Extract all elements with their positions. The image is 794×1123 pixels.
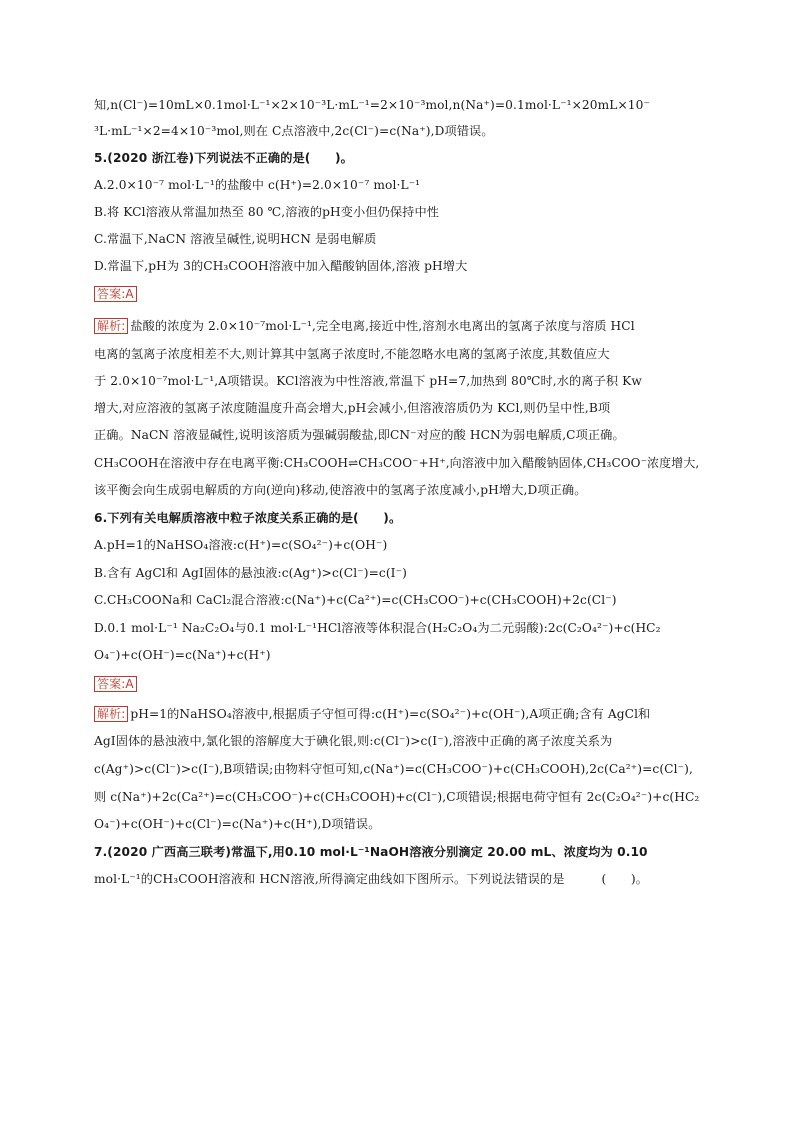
option-d-cont: O₄⁻)+c(OH⁻)=c(Na⁺)+c(H⁺) [94,648,271,662]
option-b: B.含有 AgCl和 AgI固体的悬浊液:c(Ag⁺)>c(Cl⁻)=c(I⁻) [94,566,407,580]
analysis-6-line: 解析: pH=1的NaHSO₄溶液中,根据质子守恒可得:c(H⁺)=c(SO₄²⁻)+c(OH⁻),A项正确;含有 AgCl和 [94,706,650,722]
option-b: B.将 KCl溶液从常温加热至 80 ℃,溶液的pH变小但仍保持中性 [94,205,440,219]
question-6-stem: 6.下列有关电解质溶液中粒子浓度关系正确的是( )。 [94,511,402,525]
analysis-6-line: O₄⁻)+c(OH⁻)+c(Cl⁻)=c(Na⁺)+c(H⁺),D项错误。 [94,817,381,831]
option-d: D.0.1 mol·L⁻¹ Na₂C₂O₄与0.1 mol·L⁻¹HCl溶液等体积混合(H₂C₂O₄为二元弱酸):2c(C₂O₄²⁻)+c(HC₂ [94,621,661,635]
question-7-stem: 7.(2020 广西高三联考)常温下,用0.10 mol·L⁻¹NaOH溶液分别滴定 20.00 mL、浓度均为 0.10 [94,845,648,859]
analysis-5-line: 该平衡会向生成弱电解质的方向(逆向)移动,使溶液中的氢离子浓度减小,pH增大,D项正确。 [94,483,587,497]
option-c: C.CH₃COONa和 CaCl₂混合溶液:c(Na⁺)+c(Ca²⁺)=c(CH₃COO⁻)+c(CH₃COOH)+2c(Cl⁻) [94,593,617,607]
analysis-5-line: CH₃COOH在溶液中存在电离平衡:CH₃COOH⇌CH₃COO⁻+H⁺,向溶液中加入醋酸钠固体,CH₃COO⁻浓度增大, [94,456,700,470]
option-a: A.pH=1的NaHSO₄溶液:c(H⁺)=c(SO₄²⁻)+c(OH⁻) [94,538,388,552]
answer-label: 答案:A [94,676,137,692]
text-line: 知,n(Cl⁻)=10mL×0.1mol·L⁻¹×2×10⁻³L·mL⁻¹=2×10⁻³mol,n(Na⁺)=0.1mol·L⁻¹×20mL×10⁻ [94,98,651,112]
question-7-stem-cont: mol·L⁻¹的CH₃COOH溶液和 HCN溶液,所得滴定曲线如下图所示。下列说法错误的是 ( )。 [94,872,649,886]
analysis-6-line: 则 c(Na⁺)+2c(Ca²⁺)=c(CH₃COO⁻)+c(CH₃COOH)+c(Cl⁻),C项错误;根据电荷守恒有 2c(C₂O₄²⁻)+c(HC₂ [94,790,700,804]
analysis-5-line: 于 2.0×10⁻⁷mol·L⁻¹,A项错误。KCl溶液为中性溶液,常温下 pH=7,加热到 80℃时,水的离子积 Kw [94,374,642,388]
analysis-5-line: 电离的氢离子浓度相差不大,则计算其中氢离子浓度时,不能忽略水电离的氢离子浓度,其数值应大 [94,347,610,361]
analysis-label: 解析: [94,318,128,334]
analysis-5-line: 解析: 盐酸的浓度为 2.0×10⁻⁷mol·L⁻¹,完全电离,接近中性,溶剂水电离出的氢离子浓度与溶质 HCl [94,318,635,334]
analysis-5-line: 正确。NaCN 溶液显碱性,说明该溶质为强碱弱酸盐,即CN⁻对应的酸 HCN为弱电解质,C项正确。 [94,428,625,442]
analysis-6-line: AgI固体的悬浊液中,氯化银的溶解度大于碘化银,则:c(Cl⁻)>c(I⁻),溶液中正确的离子浓度关系为 [94,734,613,748]
option-d: D.常温下,pH为 3的CH₃COOH溶液中加入醋酸钠固体,溶液 pH增大 [94,259,468,273]
answer-label: 答案:A [94,286,137,302]
analysis-6-line: c(Ag⁺)>c(Cl⁻)>c(I⁻),B项错误;由物料守恒可知,c(Na⁺)=c(CH₃COO⁻)+c(CH₃COOH),2c(Ca²⁺)=c(Cl⁻), [94,762,693,776]
text-line: ³L·mL⁻¹×2=4×10⁻³mol,则在 C点溶液中,2c(Cl⁻)=c(Na⁺),D项错误。 [94,124,494,138]
analysis-5-line: 增大,对应溶液的氢离子浓度随温度升高会增大,pH会减小,但溶液溶质仍为 KCl,则仍呈中性,B项 [94,401,611,415]
answer-5 [94,286,139,302]
option-a: A.2.0×10⁻⁷ mol·L⁻¹的盐酸中 c(H⁺)=2.0×10⁻⁷ mol·L⁻¹ [94,178,421,192]
question-5-stem: 5.(2020 浙江卷)下列说法不正确的是( )。 [94,151,353,165]
answer-6 [94,676,139,692]
option-c: C.常温下,NaCN 溶液呈碱性,说明HCN 是弱电解质 [94,232,377,246]
analysis-label: 解析: [94,706,128,722]
